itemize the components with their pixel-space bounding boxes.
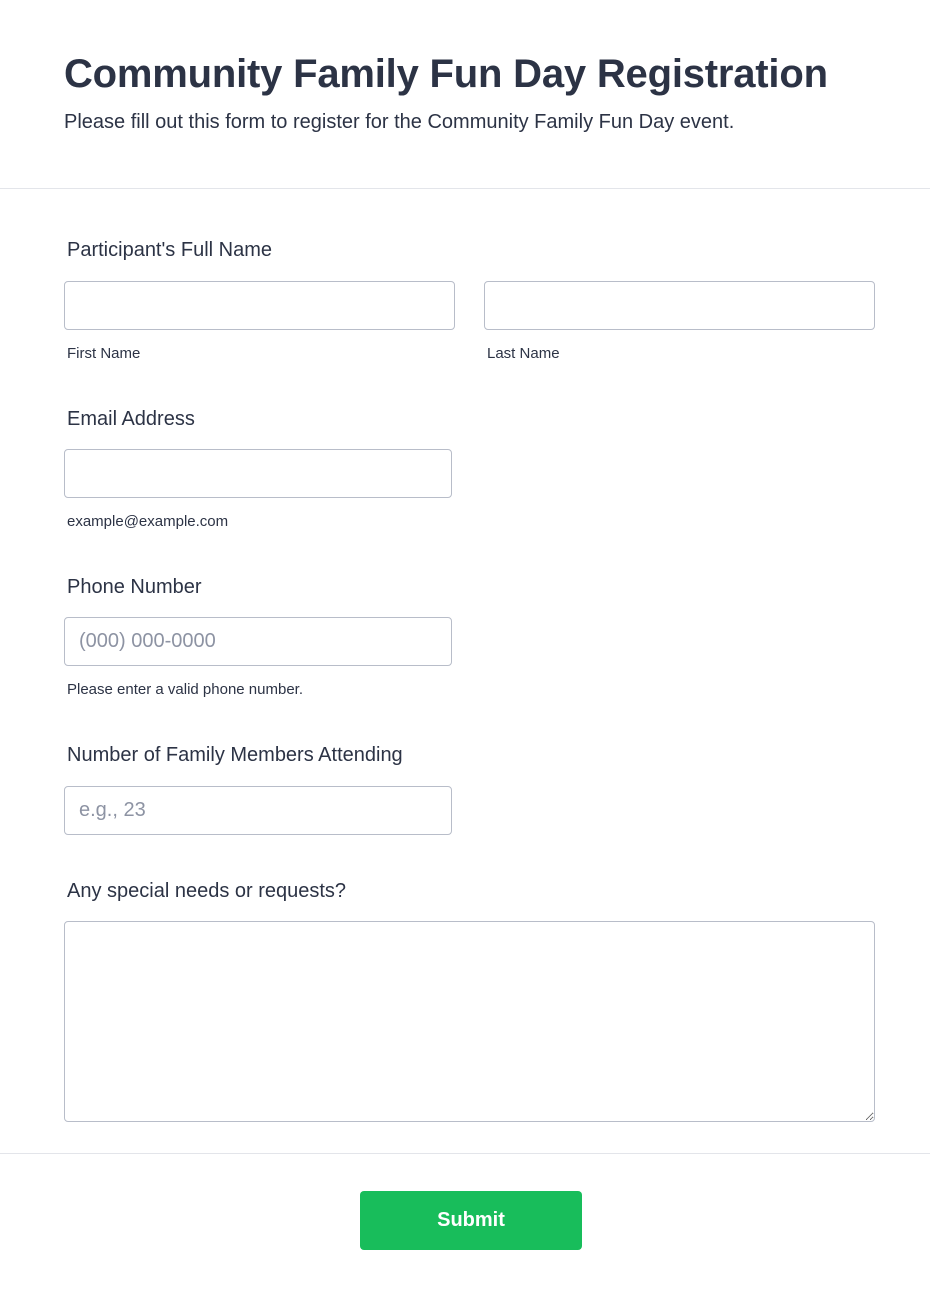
phone-sublabel: Please enter a valid phone number.: [67, 681, 303, 698]
phone-label: Phone Number: [67, 576, 202, 598]
form-header: [0, 0, 930, 189]
phone-input[interactable]: [64, 617, 452, 666]
special-needs-textarea[interactable]: [64, 921, 875, 1122]
form-title: Community Family Fun Day Registration: [64, 52, 828, 96]
full-name-label: Participant's Full Name: [67, 239, 272, 261]
form-subtitle: Please fill out this form to register for the Community Family Fun Day event.: [64, 111, 735, 133]
email-input[interactable]: [64, 449, 452, 498]
first-name-input[interactable]: [64, 281, 455, 330]
family-members-label: Number of Family Members Attending: [67, 744, 403, 766]
last-name-input[interactable]: [484, 281, 875, 330]
special-needs-label: Any special needs or requests?: [67, 880, 347, 902]
email-label: Email Address: [67, 408, 195, 430]
family-members-input[interactable]: [64, 786, 452, 835]
submit-button[interactable]: Submit: [360, 1191, 582, 1250]
email-sublabel: example@example.com: [67, 513, 229, 530]
first-name-sublabel: First Name: [67, 345, 141, 362]
last-name-sublabel: Last Name: [487, 345, 560, 362]
